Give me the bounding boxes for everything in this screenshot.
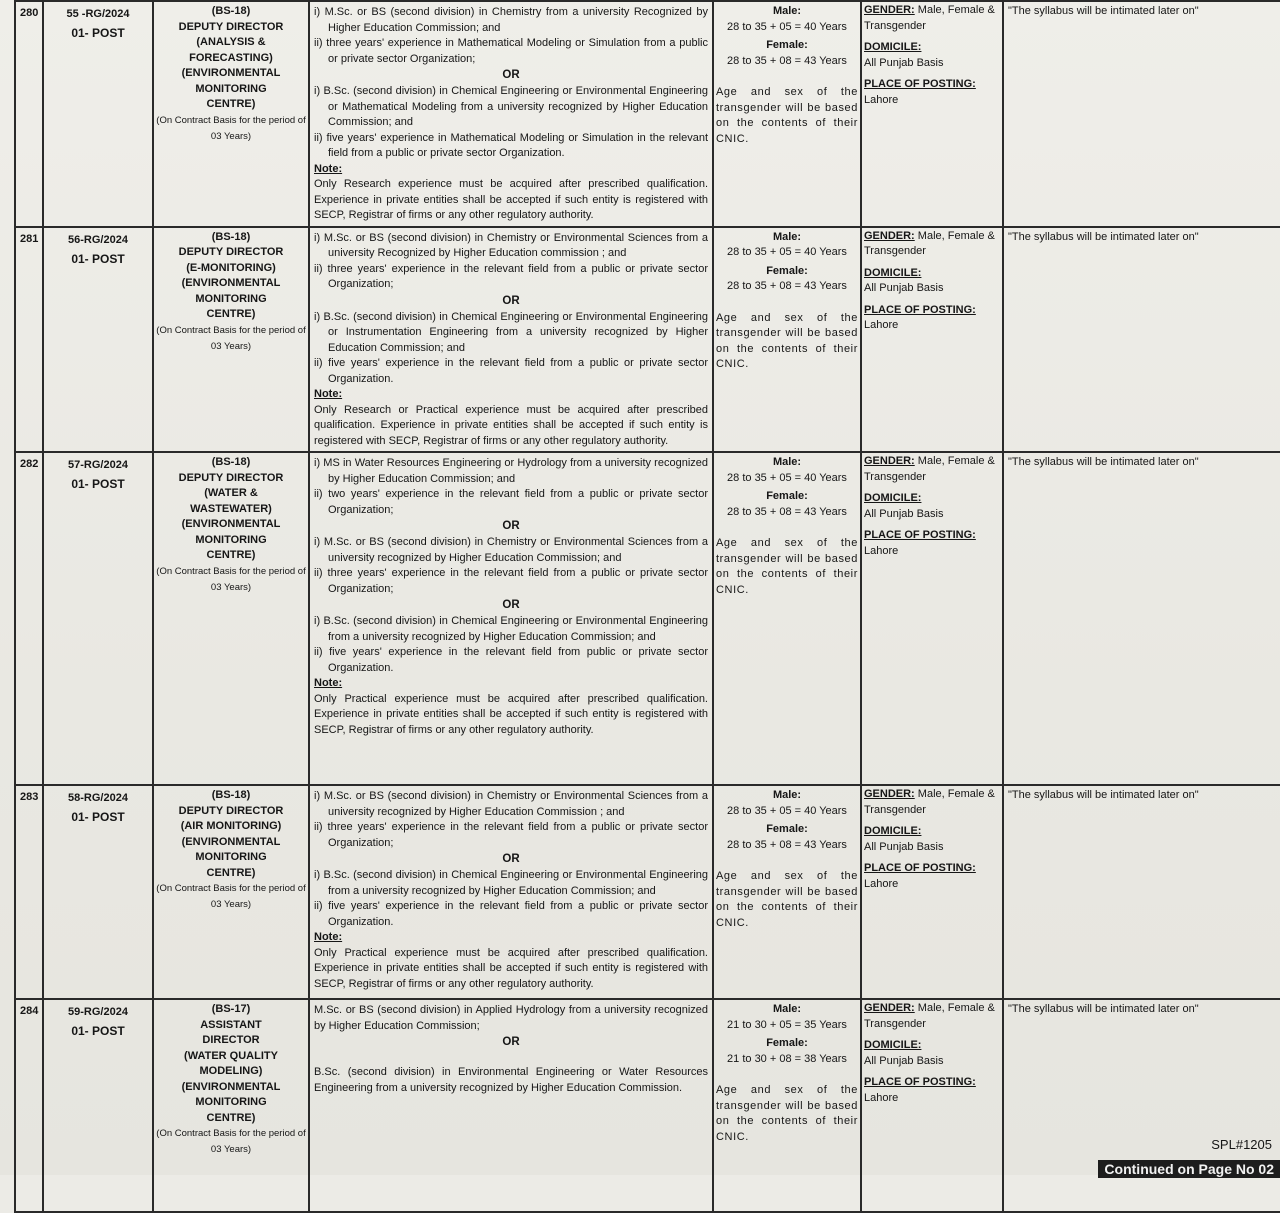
male-label: Male:	[772, 789, 802, 801]
transgender-note: Age and sex of the transgender will be based on the contents of their CNIC.	[716, 870, 858, 929]
eligibility-cell	[861, 1, 1003, 227]
posting-label: PLACE OF POSTING:	[864, 862, 976, 874]
post-title-line: (E-MONITORING)	[186, 261, 276, 274]
posting-label: PLACE OF POSTING:	[864, 529, 976, 541]
qualification-item: i) M.Sc. or BS (second division) in Chemistry or Environmental Sciences from a university Recognized by Higher Education commission ; and	[314, 231, 708, 259]
post-title-line: DIRECTOR	[202, 1034, 260, 1046]
qualification-text: B.Sc. (second division) in Environmental Engineering or Water Resources Engineering from a university recognized by Higher Education Commission.	[314, 1066, 708, 1094]
post-title-line: CENTRE)	[206, 866, 256, 879]
post-title-line: (ENVIRONMENTAL	[181, 67, 281, 79]
gender-block	[864, 229, 1000, 260]
posting-label: PLACE OF POSTING:	[864, 303, 976, 316]
post-title-cell	[153, 1, 309, 227]
or-separator: OR	[502, 1036, 520, 1048]
transgender-note: Age and sex of the transgender will be based on the contents of their CNIC.	[716, 311, 858, 370]
gender-value: Male, Female & Transgender	[864, 455, 995, 483]
posting-label: PLACE OF POSTING:	[864, 1076, 976, 1088]
case-number: 57-RG/2024	[68, 459, 128, 471]
case-number: 55 -RG/2024	[66, 8, 130, 20]
case-number-cell	[43, 999, 153, 1212]
male-label: Male:	[772, 1003, 802, 1015]
serial-number: 284	[15, 999, 43, 1212]
note-text: Only Research or Practical experience must be acquired after prescribed qualification. Experience in private entities shall be accepted if such entity is registered with SECP, Registrar of firms or any other regulatory authority.	[314, 403, 708, 447]
or-separator: OR	[502, 520, 520, 532]
gender-label: GENDER:	[864, 455, 915, 467]
post-title-line: MONITORING	[195, 533, 267, 546]
male-age: 28 to 35 + 05 = 40 Years	[727, 246, 847, 258]
female-age: 28 to 35 + 08 = 43 Years	[727, 505, 847, 518]
eligibility-cell	[861, 452, 1003, 785]
age-limit-cell	[713, 452, 861, 785]
gender-value: Male, Female & Transgender	[864, 229, 995, 257]
gender-label: GENDER:	[864, 788, 915, 800]
case-number-cell	[43, 452, 153, 785]
post-grade: (BS-18)	[211, 789, 251, 801]
eligibility-cell	[861, 785, 1003, 999]
gender-block	[864, 1001, 1000, 1032]
table-row	[15, 227, 1280, 453]
table-row	[15, 1, 1280, 227]
note-text: Only Practical experience must be acquired after prescribed qualification. Experience in private entities shall be accepted if such entity is registered with SECP, Registrar of firms or any other regulatory authority.	[314, 692, 708, 736]
post-title-line: (ENVIRONMENTAL	[181, 518, 281, 530]
syllabus-cell: "The syllabus will be intimated later on"	[1003, 452, 1280, 785]
serial-number: 283	[15, 785, 43, 999]
gender-value: Male, Female & Transgender	[864, 1002, 995, 1030]
qualification-cell	[309, 452, 713, 785]
female-age: 28 to 35 + 08 = 43 Years	[727, 280, 847, 292]
domicile-value: All Punjab Basis	[864, 840, 944, 853]
eligibility-cell	[861, 999, 1003, 1212]
qualification-cell	[309, 227, 713, 453]
post-count: 01- POST	[71, 1024, 125, 1038]
post-title-cell	[153, 999, 309, 1212]
post-count: 01- POST	[71, 810, 125, 824]
qualification-item: i) B.Sc. (second division) in Chemical Engineering or Environmental Engineering or Mathematical Modeling from a university recognized by Higher Education Commission; and	[314, 85, 708, 128]
qualification-text: M.Sc. or BS (second division) in Applied Hydrology from a university recognized by Higher Education Commission;	[314, 1004, 708, 1032]
post-title-line: ASSISTANT	[200, 1018, 262, 1031]
recruitment-table	[14, 0, 1280, 1213]
serial-number: 281	[15, 227, 43, 453]
male-age: 21 to 30 + 05 = 35 Years	[727, 1018, 847, 1031]
note-heading: Note:	[314, 388, 343, 400]
qualification-item: ii) three years' experience in Mathematical Modeling or Simulation from a public or private sector Organization;	[314, 37, 708, 65]
gender-value: Male, Female & Transgender	[864, 788, 995, 816]
post-title-cell	[153, 452, 309, 785]
post-title-line: DEPUTY DIRECTOR	[178, 804, 284, 817]
syllabus-cell: "The syllabus will be intimated later on"	[1003, 999, 1280, 1212]
male-age: 28 to 35 + 05 = 40 Years	[727, 471, 847, 484]
post-title-line: WASTEWATER)	[190, 502, 272, 515]
qualification-item: ii) three years' experience in the relevant field from a public or private sector Organization;	[314, 821, 708, 849]
post-title-line: CENTRE)	[206, 1111, 256, 1124]
domicile-value: All Punjab Basis	[864, 282, 944, 294]
post-title-line: (WATER QUALITY	[184, 1049, 278, 1062]
spacer	[314, 1051, 708, 1065]
post-title-line: (ANALYSIS &	[196, 36, 266, 48]
contract-basis: (On Contract Basis for the period of 03 Years)	[156, 1128, 306, 1155]
domicile-label: DOMICILE:	[864, 41, 922, 53]
qualification-item: i) M.Sc. or BS (second division) in Chemistry or Environmental Sciences from a university recognized by Higher Education Commission ; and	[314, 790, 708, 818]
domicile-value: All Punjab Basis	[864, 1054, 944, 1067]
post-title-line: MONITORING	[195, 292, 267, 305]
post-title-line: (WATER &	[204, 487, 258, 499]
domicile-label: DOMICILE:	[864, 1039, 922, 1051]
qualification-item: i) M.Sc. or BS (second division) in Chemistry or Environmental Sciences from a university recognized by Higher Education Commission; and	[314, 536, 708, 564]
qualification-item: i) M.Sc. or BS (second division) in Chemistry from a university Recognized by Higher Education Commission; and	[314, 6, 708, 34]
case-number-cell	[43, 1, 153, 227]
female-label: Female:	[766, 490, 808, 502]
qualification-cell	[309, 785, 713, 999]
contract-basis: (On Contract Basis for the period of 03 Years)	[156, 565, 306, 593]
post-title-cell	[153, 785, 309, 999]
domicile-label: DOMICILE:	[864, 492, 922, 504]
qualification-item: i) MS in Water Resources Engineering or Hydrology from a university recognized by Higher Education Commission; and	[314, 457, 708, 485]
or-separator: OR	[502, 294, 520, 307]
age-limit-cell	[713, 227, 861, 453]
post-title-line: DEPUTY DIRECTOR	[178, 471, 284, 484]
post-title-line: MONITORING	[195, 1096, 267, 1108]
table-row	[15, 785, 1280, 999]
qualification-item: ii) two years' experience in the relevant field from a public or private sector Organization;	[314, 488, 708, 516]
qualification-item: ii) five years' experience in Mathematical Modeling or Simulation in the relevant field from a public or private sector Organization.	[314, 131, 708, 159]
syllabus-cell: "The syllabus will be intimated later on"	[1003, 1, 1280, 227]
domicile-value: All Punjab Basis	[864, 56, 944, 69]
age-limit-cell	[713, 1, 861, 227]
female-age: 28 to 35 + 08 = 43 Years	[727, 838, 847, 851]
posting-label: PLACE OF POSTING:	[864, 78, 976, 90]
transgender-note: Age and sex of the transgender will be based on the contents of their CNIC.	[716, 537, 858, 596]
syllabus-cell: "The syllabus will be intimated later on"	[1003, 785, 1280, 999]
posting-value: Lahore	[864, 1091, 899, 1104]
ad-reference-number: SPL#1205	[1211, 1137, 1272, 1152]
male-label: Male:	[772, 230, 802, 243]
post-title-line: DEPUTY DIRECTOR	[178, 246, 284, 258]
post-title-line: (ENVIRONMENTAL	[181, 277, 281, 289]
case-number: 58-RG/2024	[68, 792, 128, 804]
posting-value: Lahore	[864, 319, 899, 331]
age-limit-cell	[713, 999, 861, 1212]
qualification-item: i) B.Sc. (second division) in Chemical Engineering or Environmental Engineering from a university recognized by Higher Education Commission; and	[314, 869, 708, 897]
or-separator: OR	[502, 853, 520, 865]
serial-number: 282	[15, 452, 43, 785]
qualification-item: ii) five years' experience in the relevant field from public or private sector Organization.	[314, 646, 708, 674]
male-age: 28 to 35 + 05 = 40 Years	[727, 804, 847, 817]
domicile-label: DOMICILE:	[864, 266, 922, 279]
female-label: Female:	[766, 1037, 808, 1049]
post-title-line: MONITORING	[195, 82, 267, 95]
female-age: 28 to 35 + 08 = 43 Years	[727, 54, 847, 67]
post-grade: (BS-17)	[211, 1003, 251, 1015]
gender-block	[864, 454, 1000, 485]
case-number-cell	[43, 227, 153, 453]
post-title-line: (ENVIRONMENTAL	[181, 1080, 281, 1093]
post-title-line: (AIR MONITORING)	[180, 820, 282, 832]
table-row	[15, 999, 1280, 1212]
post-count: 01- POST	[71, 251, 125, 266]
domicile-value: All Punjab Basis	[864, 507, 944, 520]
posting-value: Lahore	[864, 544, 899, 557]
syllabus-cell: "The syllabus will be intimated later on"	[1003, 227, 1280, 453]
post-title-line: DEPUTY DIRECTOR	[178, 20, 284, 33]
table-row	[15, 452, 1280, 785]
contract-basis: (On Contract Basis for the period of 03 Years)	[156, 324, 306, 352]
case-number: 56-RG/2024	[68, 233, 128, 246]
qualification-item: ii) three years' experience in the relevant field from a public or private sector Organization;	[314, 262, 708, 290]
qualification-cell	[309, 999, 713, 1212]
posting-value: Lahore	[864, 877, 899, 890]
post-title-line: CENTRE)	[206, 549, 256, 561]
female-label: Female:	[766, 39, 808, 51]
male-age: 28 to 35 + 05 = 40 Years	[727, 20, 847, 33]
domicile-label: DOMICILE:	[864, 825, 922, 837]
post-title-line: FORECASTING)	[189, 51, 273, 64]
case-number: 59-RG/2024	[68, 1006, 128, 1018]
contract-basis: (On Contract Basis for the period of 03 Years)	[156, 114, 306, 142]
post-grade: (BS-18)	[211, 230, 251, 243]
female-age: 21 to 30 + 08 = 38 Years	[727, 1052, 847, 1065]
case-number-cell	[43, 785, 153, 999]
post-count: 01- POST	[71, 26, 125, 40]
post-title-line: MONITORING	[195, 851, 267, 863]
male-label: Male:	[772, 5, 802, 17]
transgender-note: Age and sex of the transgender will be based on the contents of their CNIC.	[716, 1084, 858, 1143]
or-separator: OR	[502, 69, 520, 81]
female-label: Female:	[766, 264, 808, 277]
contract-basis: (On Contract Basis for the period of 03 Years)	[156, 883, 306, 910]
gender-block	[864, 787, 1000, 818]
gender-value: Male, Female & Transgender	[864, 4, 995, 32]
note-heading: Note:	[314, 677, 343, 689]
post-title-cell	[153, 227, 309, 453]
qualification-item: i) B.Sc. (second division) in Chemical Engineering or Environmental Engineering or Instrumentation Engineering from a university recognized by Higher Education Commission; and	[314, 310, 708, 354]
gender-label: GENDER:	[864, 1002, 915, 1014]
male-label: Male:	[772, 456, 802, 468]
continued-banner: Continued on Page No 02	[1098, 1160, 1280, 1178]
qualification-cell	[309, 1, 713, 227]
posting-value: Lahore	[864, 93, 899, 106]
note-text: Only Research experience must be acquired after prescribed qualification. Experience in private entities shall be accepted if such entity is registered with SECP, Registrar of firms or any other regulatory authority.	[314, 178, 708, 221]
post-title-line: CENTRE)	[206, 98, 256, 110]
gender-label: GENDER:	[864, 4, 915, 16]
qualification-item: i) B.Sc. (second division) in Chemical Engineering or Environmental Engineering from a university recognized by Higher Education Commission; and	[314, 615, 708, 643]
female-label: Female:	[766, 823, 808, 835]
transgender-note: Age and sex of the transgender will be based on the contents of their CNIC.	[716, 86, 858, 145]
qualification-item: ii) five years' experience in the relevant field from a public or private sector Organization.	[314, 357, 708, 385]
post-title-line: CENTRE)	[206, 308, 256, 320]
serial-number: 280	[15, 1, 43, 227]
age-limit-cell	[713, 785, 861, 999]
post-title-line: (ENVIRONMENTAL	[181, 835, 281, 848]
gender-label: GENDER:	[864, 229, 915, 242]
post-grade: (BS-18)	[211, 456, 251, 468]
post-count: 01- POST	[71, 477, 125, 491]
gender-block	[864, 3, 1000, 34]
eligibility-cell	[861, 227, 1003, 453]
note-heading: Note:	[314, 162, 343, 175]
post-grade: (BS-18)	[211, 5, 251, 17]
qualification-item: ii) three years' experience in the relevant field from a public or private sector Organization;	[314, 567, 708, 595]
or-separator: OR	[502, 599, 520, 611]
note-text: Only Practical experience must be acquired after prescribed qualification. Experience in private entities shall be accepted if such entity is registered with SECP, Registrar of firms or any other regulatory authority.	[314, 946, 708, 990]
post-title-line: MODELING)	[199, 1065, 263, 1077]
qualification-item: ii) five years' experience in the relevant field from a public or private sector Organization.	[314, 900, 708, 928]
note-heading: Note:	[314, 931, 343, 943]
